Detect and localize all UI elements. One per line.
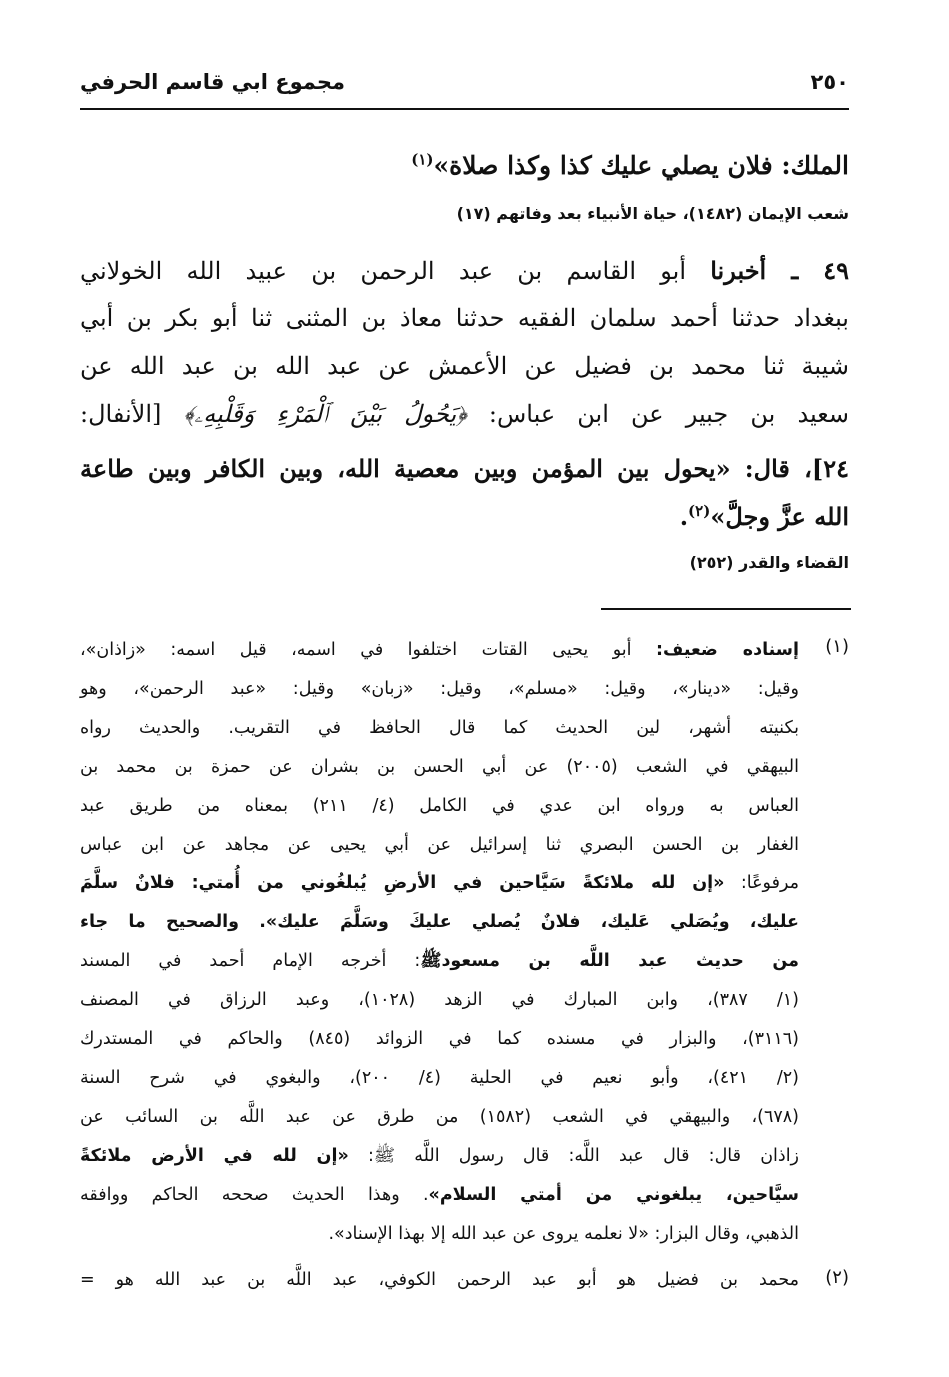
- footnote-1-line: [80, 673, 799, 705]
- footnote-text: الغفار بن الحسن البصري ثنا إسرائيل عن أبي يحيى عن مجاهد عن ابن عباس: [80, 835, 799, 855]
- footnote-text: العباس به ورواه ابن عدي في الكامل (٤/ ٢١١) بمعناه من طريق عبد: [80, 796, 799, 816]
- hadith-text: أبو القاسم بن عبد الرحمن بن عبيد الله الخولاني: [80, 257, 711, 285]
- footnote-1-line: [80, 906, 799, 938]
- footnote-bold-text: «إن لله في الأرض ملائكةً: [80, 1146, 349, 1166]
- footnote-2-text: محمد بن فضيل هو أبو عبد الرحمن الكوفي، عبد اللَّه بن عبد الله هو =: [80, 1270, 799, 1290]
- footnote-1-number: (١): [825, 636, 849, 657]
- footnote-text: مرفوعًا:: [724, 873, 799, 893]
- reference-1: شعب الإيمان (١٤٨٢)، حياة الأنبياء بعد وفاتهم (١٧): [456, 204, 849, 223]
- hadith-text: سعيد بن جبير عن ابن عباس:: [466, 400, 849, 428]
- quran-verse: ﴿يَحُولُ بَيْنَ ٱلْمَرْءِ وَقَلْبِهِۦ﴾: [183, 400, 467, 428]
- hadith-line-3: شيبة ثنا محمد بن فضيل عن الأعمش عن عبد الله بن عبد الله عن: [80, 352, 849, 380]
- hadith-saying: قال: «يحول بين المؤمن وبين معصية الله، وبين الكافر وبين طاعة: [80, 454, 790, 483]
- hadith-line-5: [80, 449, 849, 489]
- footnote-1-line: [80, 712, 799, 744]
- footnote-text: الذهبي، وقال البزار: «لا نعلمه يروى عن عبد الله إلا بهذا الإسناد».: [328, 1224, 799, 1244]
- hadith-line-4: [80, 394, 849, 434]
- footnote-1-line: [80, 634, 799, 666]
- footnote-1-line: [80, 1179, 799, 1211]
- page-number: ٢٥٠: [810, 70, 849, 94]
- footnote-text: (٢/ ٤٢١)، وأبو نعيم في الحلية (٤/ ٢٠٠)، والبغوي في شرح السنة: [80, 1068, 799, 1088]
- running-title: مجموع ابي قاسم الحرفي: [80, 70, 346, 94]
- footnote-1-line: [80, 1062, 799, 1094]
- hadith-line-6: [80, 497, 849, 537]
- reference-2: القضاء والقدر (٢٥٢): [689, 553, 849, 572]
- footnote-text: البيهقي في الشعب (٢٠٠٥) عن أبي الحسن بن بشران عن حمزة بن محمد بن: [80, 757, 799, 777]
- footnote-1-line: [80, 1140, 799, 1172]
- hadith-text: ٢٤]،: [789, 454, 849, 483]
- footnote-bold-text: سيَّاحين، يبلغوني من أمتي السلام»: [428, 1185, 799, 1205]
- footnote-bold-text: إسناده ضعيف:: [655, 640, 799, 660]
- footnote-bold-text: عليك، ويُصَلي عَليك، فلانٌ يُصلي عليكَ وسَلَّمَ عليك». والصحيح ما جاء: [80, 912, 799, 932]
- footnote-1-line: [80, 790, 799, 822]
- footnote-rule: [601, 608, 851, 610]
- footnote-1-line: [80, 751, 799, 783]
- footnote-mark-2: (٢): [688, 502, 711, 520]
- footnote-2-number: (٢): [825, 1267, 849, 1288]
- footnote-1-line: [80, 867, 799, 899]
- hadith-number: ٤٩ ـ أخبرنا: [710, 256, 849, 285]
- hadith-saying: الله عزَّ وجلَّ»: [710, 502, 849, 531]
- footnote-1-line: [80, 945, 799, 977]
- intro-text: الملك: فلان يصلي عليك كذا وكذا صلاة»: [433, 151, 849, 180]
- footnote-mark-1: (١): [411, 150, 434, 169]
- footnote-1-line: [80, 829, 799, 861]
- footnote-text: (٦٧٨)، والبيهقي في الشعب (١٥٨٢) من طرق عن عبد اللَّه بن السائب عن: [80, 1107, 799, 1127]
- footnote-text: بكنيته أشهر، لين الحديث كما قال الحافظ في التقريب. والحديث رواه: [80, 718, 799, 738]
- footnote-text: (١/ ٣٨٧)، وابن المبارك في الزهد (١٠٢٨)، وعبد الرزاق في المصنف: [80, 990, 799, 1010]
- footnote-1-line: [80, 1023, 799, 1055]
- footnote-bold-text: من حديث عبد اللَّه بن مسعودﷺ: [420, 951, 799, 971]
- footnote-text: زاذان قال: قال عبد اللَّه: قال رسول اللَّه ﷺ:: [348, 1146, 800, 1166]
- header-rule: [80, 108, 849, 110]
- footnote-bold-text: «إن لله ملائكةً سَيَّاحين في الأرضِ يُبلغُوني من أُمتي: فلانٌ سلَّمَ: [80, 873, 725, 893]
- hadith-end: .: [679, 502, 689, 531]
- hadith-text: [الأنفال:: [80, 400, 184, 428]
- intro-line: [80, 146, 849, 186]
- footnote-1-line: [80, 984, 799, 1016]
- hadith-line-1: [80, 251, 849, 291]
- footnote-text: : أخرجه الإمام أحمد في المسند: [80, 951, 421, 971]
- footnote-text: (٣١١٦)، والبزار في مسنده كما في الزوائد (٨٤٥) والحاكم في المستدرك: [80, 1029, 799, 1049]
- footnote-text: . وهذا الحديث صححه الحاكم ووافقه: [80, 1185, 429, 1205]
- footnote-1-line: [80, 1101, 799, 1133]
- footnote-text: أبو يحيى القتات اختلفوا في اسمه، قيل اسمه: «زاذان»،: [80, 640, 656, 660]
- page-header: [80, 66, 849, 106]
- footnote-text: وقيل: «دينار»، وقيل: «مسلم»، وقيل: «زبان» وقيل: «عبد الرحمن»، وهو: [80, 679, 799, 699]
- hadith-line-2: ببغداد حدثنا أحمد سلمان الفقيه حدثنا معاذ بن المثنى ثنا أبو بكر بن أبي: [80, 304, 849, 332]
- footnote-1-line: [80, 1218, 799, 1250]
